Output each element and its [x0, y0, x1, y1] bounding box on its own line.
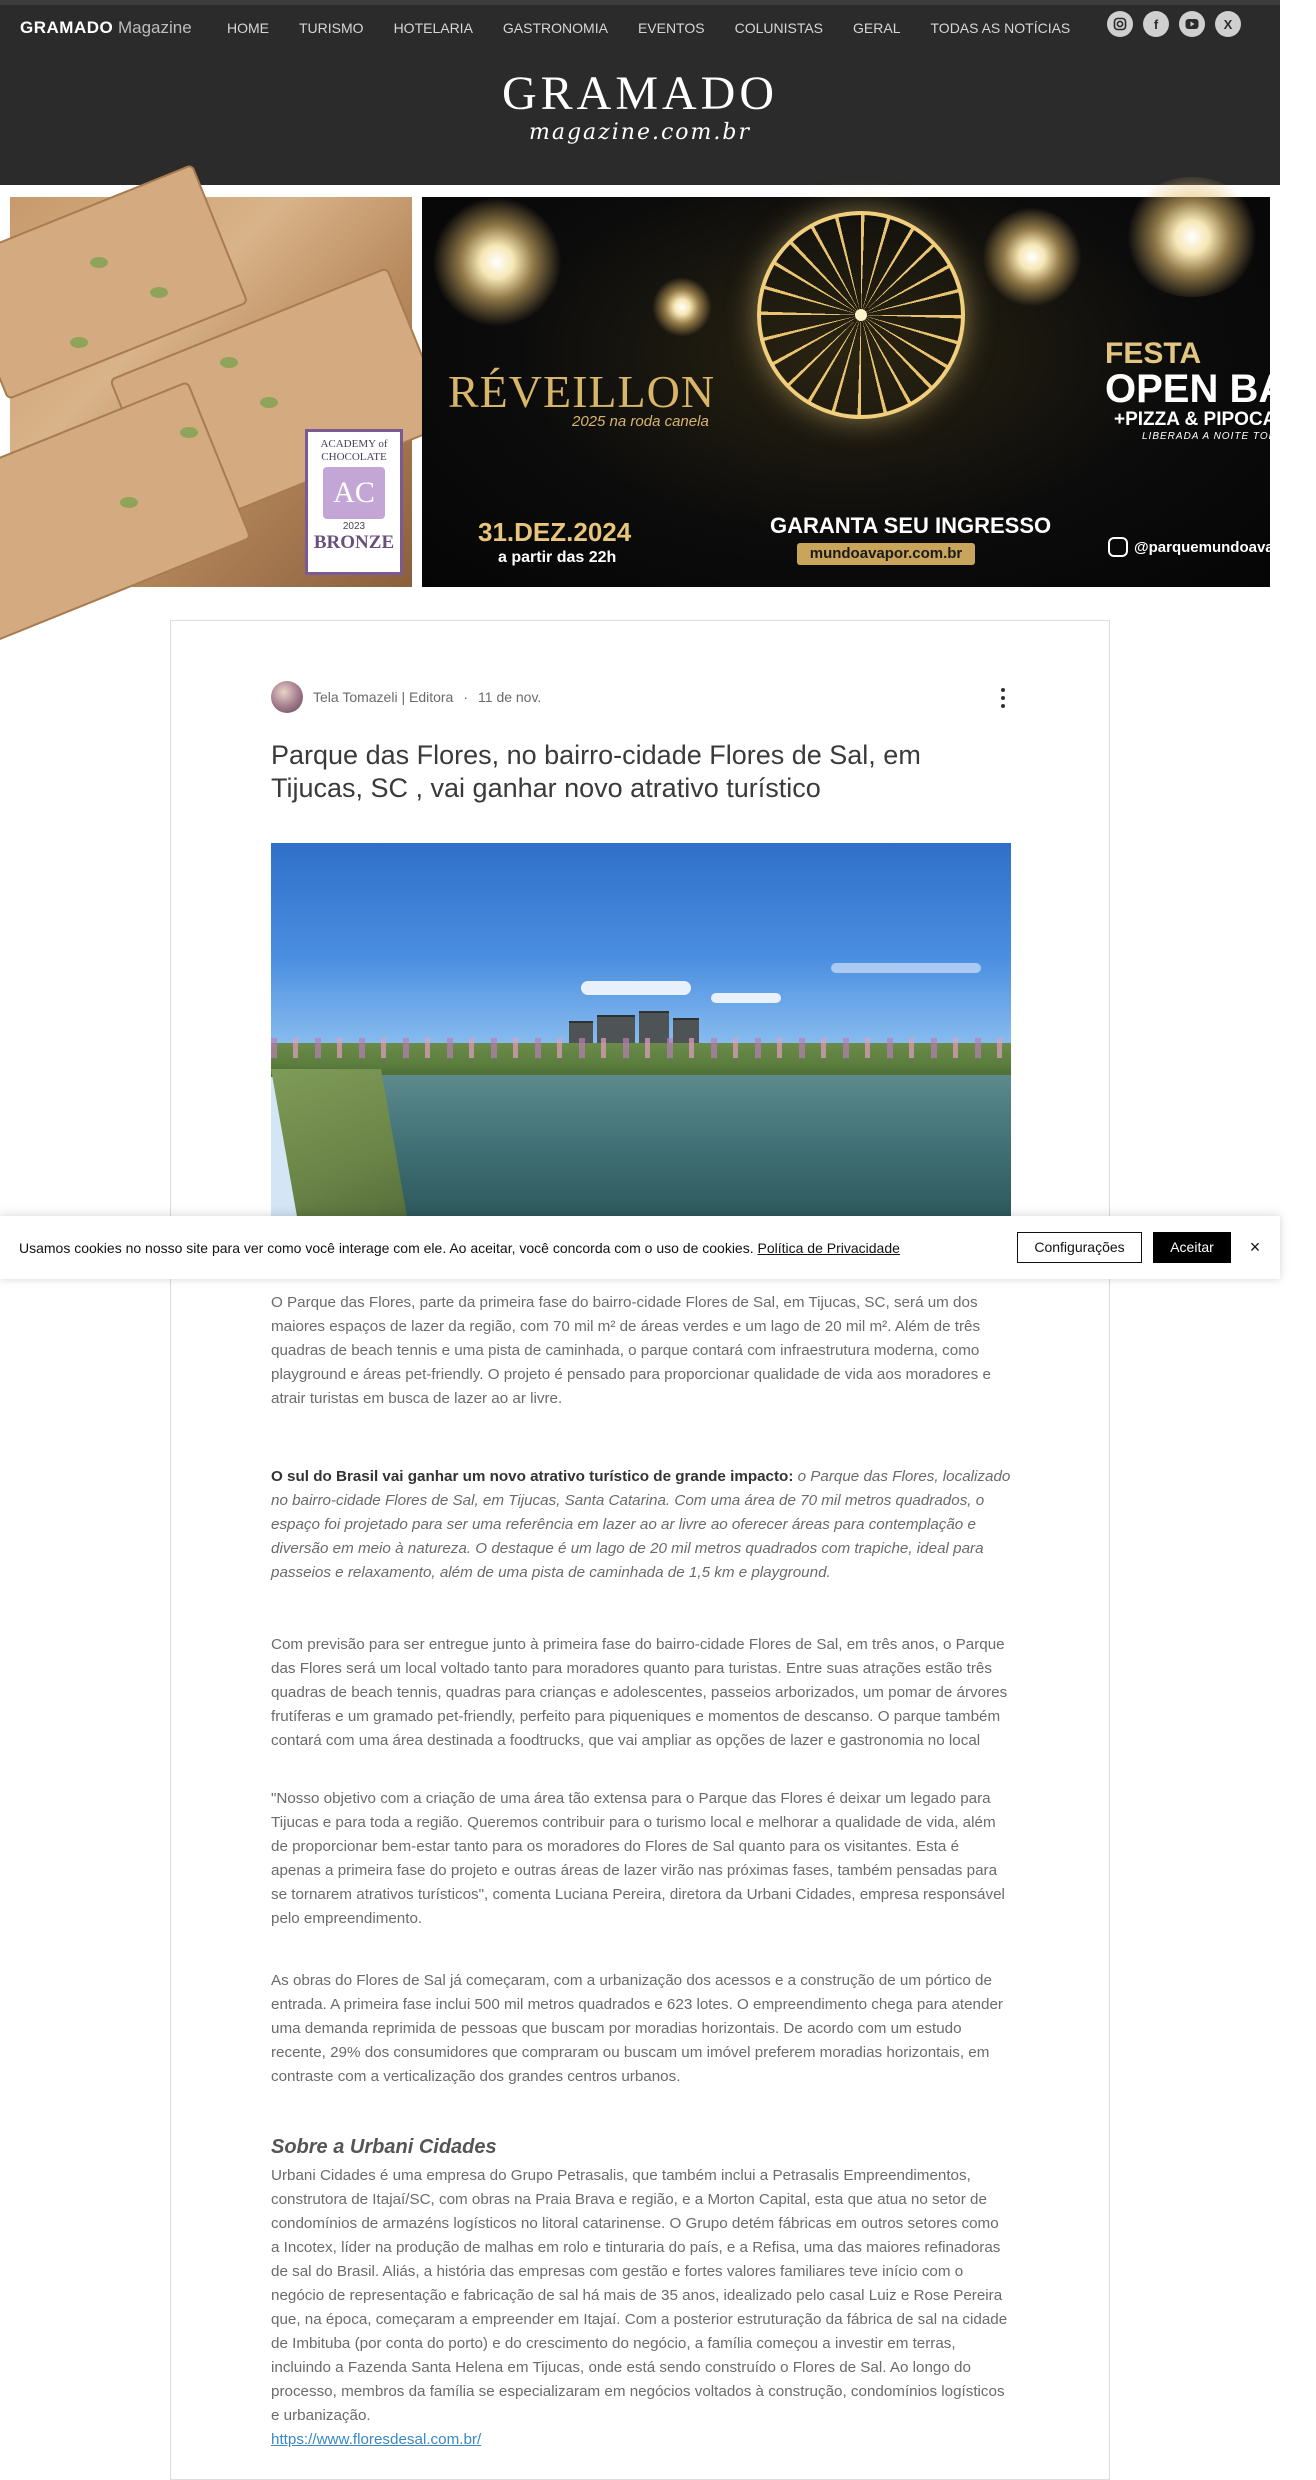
cookie-accept-button[interactable]: Aceitar [1153, 1232, 1231, 1263]
lake [331, 1075, 1011, 1225]
instagram-handle: @parquemundoavapor [1134, 538, 1298, 556]
firework-image [652, 277, 712, 337]
award-line-2: CHOCOLATE [321, 450, 387, 463]
site-logo[interactable] [0, 67, 1280, 145]
logo-sub-text: magazine.com.br [528, 120, 751, 145]
instagram-icon [1108, 537, 1128, 557]
section-heading: Sobre a Urbani Cidades [271, 2136, 497, 2158]
social-links [1107, 11, 1241, 37]
open-bar-label: OPEN BAR [1105, 367, 1316, 411]
pistachio-image [70, 337, 88, 348]
reveillon-subtitle: 2025 na roda canela [572, 413, 709, 430]
x-icon[interactable]: X [1215, 11, 1241, 37]
reveillon-instagram [1108, 537, 1298, 557]
site-header [0, 0, 1280, 185]
reveillon-cta: GARANTA SEU INGRESSO [770, 513, 1052, 538]
meta-separator: · [463, 689, 469, 705]
liberada-label: LIBERADA A NOITE TODA [1142, 431, 1285, 442]
cookie-settings-button[interactable]: Configurações [1017, 1232, 1142, 1263]
pistachio-image [90, 257, 108, 268]
ferris-wheel-image [757, 211, 965, 419]
article-paragraph: "Nosso objetivo com a criação de uma área tão extensa para o Parque das Flores é deixar um legado para Tijucas e para toda a região. Queremos contribuir para o turismo local e melhorar a qualidade de vida, além de proporcionar bem-estar tanto para os moradores do Flores de Sal quanto para os visitantes. Esta é apenas a primeira fase do projeto e outras áreas de lazer virão nas próximas fases, também pensadas para se tornarem atrativos turísticos", comenta Luciana Pereira, diretora da Urbani Cidades, empresa responsável pelo empreendimento. [271, 1790, 1005, 1927]
nav-hotelaria[interactable]: HOTELARIA [393, 20, 473, 36]
article-hero-image[interactable] [271, 843, 1011, 1223]
nav-gastronomia[interactable]: GASTRONOMIA [502, 20, 608, 36]
privacy-policy-link[interactable]: Política de Privacidade [757, 1240, 900, 1256]
cookie-text: Usamos cookies no nosso site para ver como você interage com ele. Ao aceitar, você concorda com o uso de cookies. [19, 1240, 758, 1256]
paragraph-lead: O sul do Brasil vai ganhar um novo atrativo turístico de grande impacto: [271, 1468, 794, 1485]
author-row [271, 681, 541, 713]
award-line-1: ACADEMY of [320, 438, 388, 450]
reveillon-ad-banner[interactable] [422, 197, 1316, 587]
award-year: 2023 [342, 521, 366, 533]
pizza-label: +PIZZA & PIPOCA [1114, 409, 1277, 430]
more-options-icon[interactable] [999, 688, 1007, 708]
nav-colunistas[interactable]: COLUNISTAS [734, 20, 824, 36]
reveillon-time: a partir das 22h [498, 549, 617, 566]
pistachio-image [260, 397, 278, 408]
main-nav [227, 20, 1100, 36]
brand-light: Magazine [117, 18, 192, 37]
floresdesal-link[interactable]: https://www.floresdesal.com.br/ [271, 2431, 482, 2448]
paragraph-italic: o Parque das Flores, localizado no bairro-cidade Flores de Sal, em Tijucas, Santa Catarina. Com uma área de 70 mil metros quadrados, o espaço foi projetado para ser uma referência em lazer ao ar livre ao oferecer áreas para contemplação e diversão em meio à natureza. O destaque é um lago de 20 mil metros quadrados com trapiche, ideal para passeios e relaxamento, além de uma pista de caminhada de 1,5 km e playground. [271, 1468, 1011, 1581]
award-logo: AC [323, 467, 385, 519]
pistachio-image [220, 357, 238, 368]
reveillon-title: RÉVEILLON [448, 366, 716, 417]
flowering-trees [271, 1038, 1011, 1058]
firework-image [982, 207, 1082, 307]
logo-main-text: GRAMADO [501, 67, 778, 120]
author-avatar[interactable] [271, 681, 303, 713]
nav-home[interactable]: HOME [227, 20, 269, 36]
festa-label: FESTA [1105, 337, 1202, 370]
firework-image [432, 197, 562, 327]
reveillon-date: 31.DEZ.2024 [478, 517, 632, 547]
article-title: Parque das Flores, no bairro-cidade Flores de Sal, em Tijucas, SC , vai ganhar novo atrativo turístico [271, 740, 921, 803]
article-card [170, 620, 1110, 2480]
cookie-consent-banner [0, 1216, 1280, 1279]
article-paragraph: As obras do Flores de Sal já começaram, com a urbanização dos acessos e a construção de um pórtico de entrada. A primeira fase inclui 500 mil metros quadrados e 623 lotes. O empreendimento chega para atender uma demanda reprimida de pessoas que buscam por moradias horizontais. De acordo com um estudo recente, 29% dos consumidores que compraram ou buscam um imóvel preferem moradias horizontais, em contraste com a verticalização dos grandes centros urbanos. [271, 1972, 1003, 2085]
header-top-strip [0, 0, 1280, 5]
nav-geral[interactable]: GERAL [853, 20, 901, 36]
pistachio-image [120, 497, 138, 508]
academy-of-chocolate-award [305, 429, 403, 575]
site-brand[interactable] [20, 18, 192, 38]
brand-bold: GRAMADO [20, 18, 114, 37]
pistachio-image [150, 287, 168, 298]
cloud [711, 993, 781, 1003]
author-name[interactable]: Tela Tomazeli | Editora [313, 689, 454, 705]
article-paragraph [271, 2164, 1011, 2452]
reveillon-url: mundoavapor.com.br [797, 543, 975, 565]
article-paragraph: O Parque das Flores, parte da primeira fase do bairro-cidade Flores de Sal, em Tijucas, SC, será um dos maiores espaços de lazer da região, com 70 mil m² de áreas verdes e um lago de 20 mil m². Além de três quadras de beach tennis e uma pista de caminhada, o parque contará com infraestrutura moderna, como playground e áreas pet-friendly. O projeto é pensado para proporcionar qualidade de vida aos moradores e atrair turistas em busca de lazer ao ar livre. [271, 1294, 991, 1407]
cookie-message [19, 1240, 900, 1256]
wheel-hub [855, 309, 867, 321]
article-paragraph: Com previsão para ser entregue junto à primeira fase do bairro-cidade Flores de Sal, em três anos, o Parque das Flores será um local voltado tanto para moradores quanto para turistas. Entre suas atrações estão três quadras de beach tennis, quadras para crianças e adolescentes, passeios arborizados, um pomar de árvores frutíferas e um gramado pet-friendly, perfeito para piqueniques e momentos de descanso. O parque também contará com uma área destinada a foodtrucks, que vai ampliar as opções de lazer e gastronomia no local [271, 1636, 1008, 1749]
post-date: 11 de nov. [478, 689, 542, 705]
pistachio-image [180, 427, 198, 438]
facebook-icon[interactable]: f [1143, 11, 1169, 37]
article-paragraph [271, 1465, 1011, 1585]
youtube-icon[interactable] [1179, 11, 1205, 37]
cloud [581, 981, 691, 995]
nav-eventos[interactable]: EVENTOS [637, 20, 705, 36]
nav-turismo[interactable]: TURISMO [299, 20, 364, 36]
cloud [831, 963, 981, 973]
nav-todas-noticias[interactable]: TODAS AS NOTÍCIAS [930, 20, 1071, 36]
firework-image [1122, 177, 1262, 297]
close-icon[interactable]: × [1249, 1237, 1261, 1257]
paragraph-text: Urbani Cidades é uma empresa do Grupo Petrasalis, que também inclui a Petrasalis Empreendimentos, construtora de Itajaí/SC, com obras na Praia Brava e região, e a Morton Capital, esta que atua no setor de condomínios de armazéns logísticos no litoral catarinense. O Grupo detém fábricas em outros setores como a Incotex, líder na produção de malhas em rolo e tinturaria do país, e a Refisa, uma das maiores refinadoras de sal do Brasil. Aliás, a história das empresas com gestão e fortes valores familiares teve início com o negócio de representação e fabricação de sal há mais de 35 anos, idealizado pelo casal Luiz e Rose Pereira que, na época, começaram a empreender em Itajaí. Com a posterior estruturação da fábrica de sal na cidade de Imbituba (por conta do porto) e do crescimento do negócio, a família começou a investir em terras, incluindo a Fazenda Santa Helena em Tijucas, onde está sendo construído o Flores de Sal. Ao longo do processo, membros da família se especializaram em negócios voltados à construção, condomínios logísticos e urbanização. [271, 2167, 1008, 2424]
award-level: BRONZE [313, 532, 395, 554]
chocolate-ad-banner[interactable] [10, 197, 412, 587]
instagram-icon[interactable] [1107, 11, 1133, 37]
